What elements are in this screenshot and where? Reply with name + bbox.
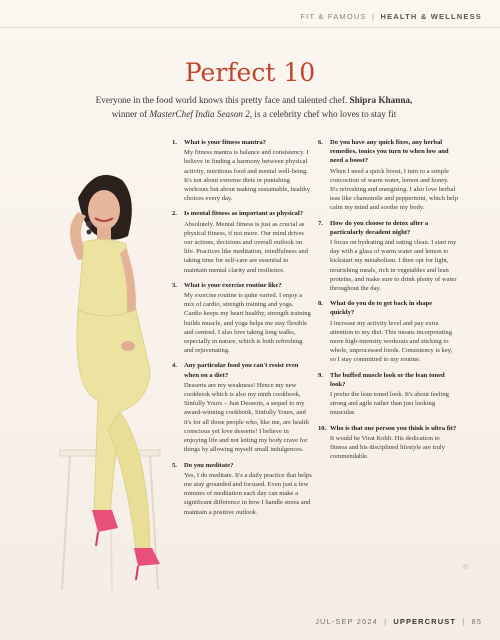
dek-pre: winner of	[111, 108, 148, 119]
dek-line1: Everyone in the food world knows this pretty face and talented chef.	[95, 95, 348, 105]
qa-number: 6.	[318, 139, 323, 146]
dek-post: is a celebrity chef who loves to stay fit	[254, 108, 397, 119]
qa-question: Is mental fitness as important as physical?	[184, 210, 304, 218]
qa-number: 9.	[318, 371, 323, 379]
qa-question: Any particular food you can't resist even when on a diet?	[184, 362, 299, 379]
magazine-brand: UPPERCRUST	[393, 617, 457, 626]
footer-separator: |	[384, 617, 388, 626]
qa-answer: My fitness mantra is balance and consistency. I believe in finding a harmony between physical activity, nutritious food and mental well-being. It's not about extreme diets or punishing workouts but about making sustainable, healthy choices every day.	[184, 149, 310, 203]
qa-answer: Absolutely. Mental fitness is just as crucial as physical fitness, if not more. Our mind drives our actions, decisions and overall outlook on life. Practices like meditation, mindfulness and taking time for self-care are essential to maintain mental clarity and resilience.	[184, 220, 308, 274]
qa-number: 2.	[172, 210, 177, 218]
chef-photo	[0, 150, 180, 600]
qa-answer: Desserts are my weakness! Hence my new cookbook which is also my ninth cookbook, Sinfully Yours – Just Desserts, a sequel to my award-winning cookbook, Sinfully Yours, and it's for all those people who, like me, are health conscious yet love desserts! I believe in enjoying life and not letting my body crave for things by allowing myself small indulgences.	[184, 381, 309, 454]
qa-question: What do you do to get back in shape quickly?	[330, 300, 433, 317]
subsection-label: HEALTH & WELLNESS	[380, 12, 482, 21]
qa-question: How do you choose to detox after a particularly decadent night?	[330, 219, 429, 236]
qa-item-10	[318, 424, 458, 462]
qa-item-9	[318, 371, 458, 418]
qa-number: 8.	[318, 300, 323, 308]
page-footer	[315, 617, 482, 626]
qa-answer: It would be Virat Kohli. His dedication to fitness and his disciplined lifestyle are truly commendable.	[330, 434, 445, 461]
qa-question: What is your fitness mantra?	[184, 139, 266, 146]
qa-answer: I focus on hydrating and eating clean. I start my day with a glass of warm water and lemon to kickstart my metabolism. I then opt for light, nourishing meals, rich in vegetables and lean proteins, and make sure to drink plenty of water throughout the day.	[330, 239, 457, 293]
header-separator: |	[372, 12, 376, 21]
qa-question: Do you have any quick fixes, any herbal remedies, tonics you turn to when low and need a boost?	[330, 139, 449, 165]
qa-item-3	[172, 281, 312, 356]
qa-column-right	[318, 138, 458, 468]
qa-column-left	[172, 138, 312, 523]
page-number: 85	[471, 617, 482, 626]
qa-item-7	[318, 219, 458, 294]
header-rule	[0, 27, 500, 28]
qa-item-4	[172, 361, 312, 454]
dek-show: MasterChef India Season 2,	[149, 108, 253, 119]
qa-number: 3.	[172, 281, 177, 289]
end-mark-icon: ❊	[462, 562, 470, 572]
qa-item-8	[318, 299, 458, 364]
qa-item-5	[172, 461, 312, 517]
qa-question: Do you meditate?	[184, 461, 234, 469]
qa-number: 10.	[318, 424, 327, 432]
qa-question: The buffed muscle look or the lean toned look?	[330, 371, 445, 388]
qa-number: 4.	[172, 362, 177, 370]
qa-answer: My exercise routine is quite varied. I enjoy a mix of cardio, strength training and yoga. Cardio keeps my heart healthy, strength training builds muscle, and yoga helps me stay flexible and centred. I also love taking long walks, especially in nature, which is both refreshing and rejuvenating.	[184, 292, 311, 355]
article-dek	[58, 94, 450, 121]
qa-number: 5.	[172, 461, 177, 469]
qa-answer: I prefer the lean toned look. It's about feeling strong and agile rather than just looking muscular.	[330, 391, 449, 417]
qa-number: 7.	[318, 219, 323, 227]
footer-separator-2: |	[462, 617, 466, 626]
qa-answer: Yes, I do meditate. It's a daily practice that helps me stay grounded and focused. Even just a few minutes of meditation each day can make a significant difference in how I handle stress and maintain a positive outlook.	[184, 471, 312, 516]
qa-question: What is your exercise routine like?	[184, 281, 282, 289]
issue-date: JUL-SEP 2024	[315, 617, 378, 626]
qa-answer: When I need a quick boost, I turn to a simple concoction of warm water, lemon and honey. It's refreshing and energising. I also love herbal teas like chamomile and peppermint, which help calm my mind and soothe my body.	[330, 167, 458, 212]
qa-number: 1.	[172, 139, 177, 146]
qa-answer: I increase my activity level and pay extra attention to my diet. This means incorporating more high-intensity workouts and sticking to whole, unprocessed foods. Consistency is key, so I stay committed to my routine.	[330, 319, 453, 364]
section-label: FIT & FAMOUS	[300, 12, 367, 21]
article-title: Perfect 10	[184, 58, 316, 87]
qa-item-1	[172, 138, 312, 203]
qa-item-6	[318, 138, 458, 213]
section-header	[300, 12, 482, 21]
qa-item-2	[172, 209, 312, 274]
qa-question: Who is that one person you think is ultra fit?	[330, 424, 457, 432]
dek-name: Shipra Khanna,	[349, 95, 413, 105]
